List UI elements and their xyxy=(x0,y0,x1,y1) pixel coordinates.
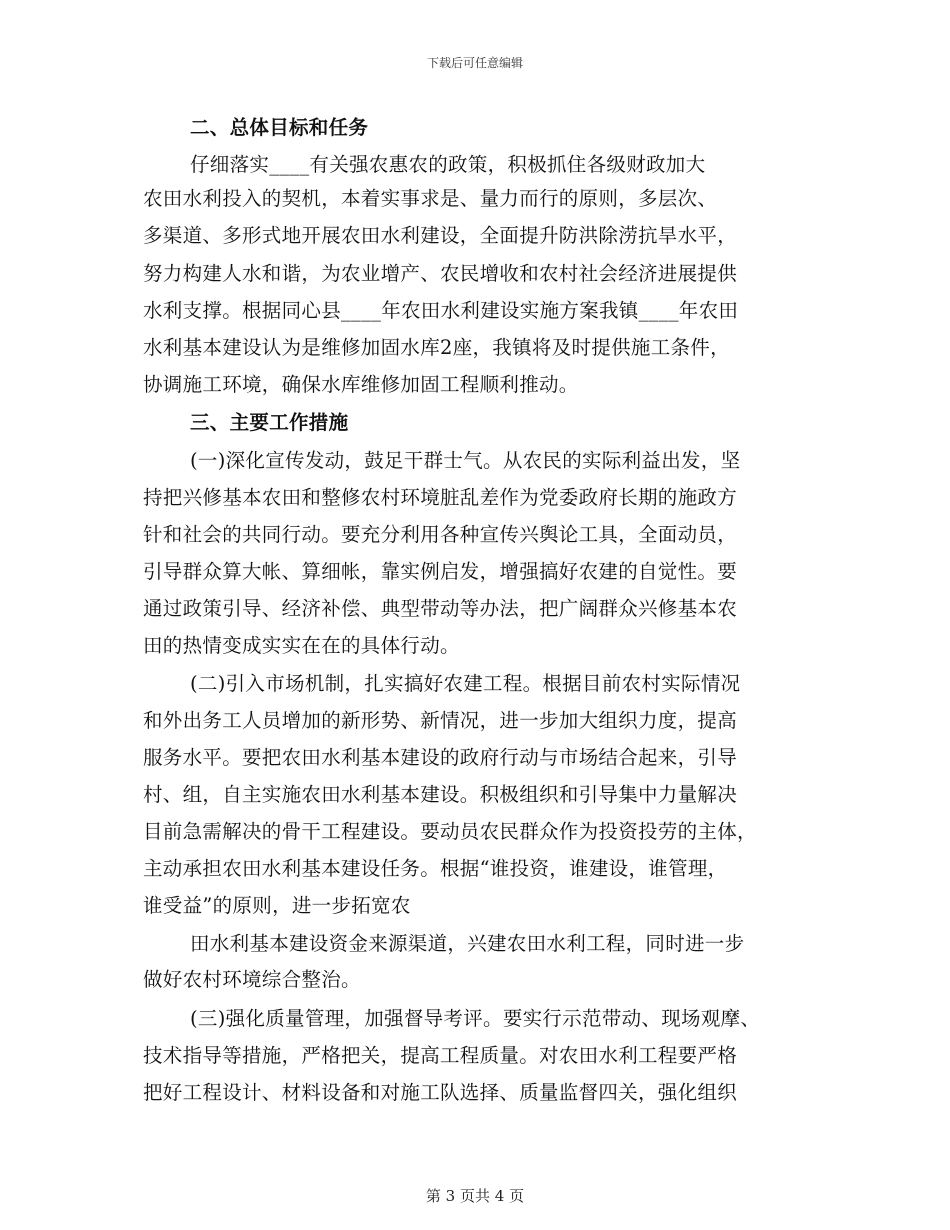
paragraph-line: 水利支撑。根据同心县____年农田水利建设实施方案我镇____年农田 xyxy=(143,299,739,322)
paragraph-line: 把好工程设计、材料设备和对施工队选择、质量监督四关，强化组织 xyxy=(143,1081,738,1104)
paragraph-line: 目前急需解决的骨干工程建设。要动员农民群众作为投资投劳的主体， xyxy=(143,820,757,843)
paragraph-line: 多渠道、多形式地开展农田水利建设，全面提升防洪除涝抗旱水平， xyxy=(143,224,738,247)
section-heading-2: 二、总体目标和任务 xyxy=(190,116,369,139)
section-heading-3: 三、主要工作措施 xyxy=(190,411,349,434)
paragraph-line: 持把兴修基本农田和整修农村环境脏乱差作为党委政府长期的施政方 xyxy=(143,486,738,509)
paragraph-line: 针和社会的共同行动。要充分利用各种宣传兴舆论工具，全面动员， xyxy=(143,523,738,546)
paragraph-line: 谁受益”的原则，进一步拓宽农 xyxy=(143,894,411,917)
paragraph-line: 做好农村环境综合整治。 xyxy=(143,968,361,991)
paragraph-line: 田水利基本建设资金来源渠道，兴建农田水利工程，同时进一步 xyxy=(190,932,745,955)
paragraph-line: 和外出务工人员增加的新形势、新情况，进一步加大组织力度，提高 xyxy=(143,709,738,732)
paragraph-line: 田的热情变成实实在在的具体行动。 xyxy=(143,634,460,657)
paragraph-line: (一)深化宣传发动，鼓足干群士气。从农民的实际利益出发，坚 xyxy=(190,449,741,472)
paragraph-line: 主动承担农田水利基本建设任务。根据“谁投资，谁建设，谁管理， xyxy=(143,857,728,880)
page-number: 第 3 页共 4 页 xyxy=(425,1187,525,1205)
paragraph-line: 通过政策引导、经济补偿、典型带动等办法，把广阔群众兴修基本农 xyxy=(143,597,738,620)
paragraph-line: 协调施工环境，确保水库维修加固工程顺利推动。 xyxy=(143,373,579,396)
paragraph-line: 努力构建人水和谐，为农业增产、农民增收和农村社会经济进展提供 xyxy=(143,262,738,285)
page-header: 下载后可任意编辑 xyxy=(426,56,523,70)
paragraph-line: 服务水平。要把农田水利基本建设的政府行动与市场结合起来，引导 xyxy=(143,746,738,769)
paragraph-line: 村、组，自主实施农田水利基本建设。积极组织和引导集中力量解决 xyxy=(143,783,738,806)
paragraph-line: (二)引入市场机制，扎实搞好农建工程。根据目前农村实际情况 xyxy=(190,672,741,695)
paragraph-line: (三)强化质量管理，加强督导考评。要实行示范带动、现场观摩、 xyxy=(190,1007,761,1030)
paragraph-line: 农田水利投入的契机，本着实事求是、量力而行的原则，多层次、 xyxy=(143,187,718,210)
paragraph-line: 仔细落实____有关强农惠农的政策，积极抓住各级财政加大 xyxy=(190,153,706,176)
paragraph-line: 水利基本建设认为是维修加固水库2座，我镇将及时提供施工条件， xyxy=(143,336,730,359)
paragraph-line: 技术指导等措施，严格把关，提高工程质量。对农田水利工程要严格 xyxy=(143,1044,738,1067)
paragraph-line: 引导群众算大帐、算细帐，靠实例启发，增强搞好农建的自觉性。要 xyxy=(143,560,738,583)
